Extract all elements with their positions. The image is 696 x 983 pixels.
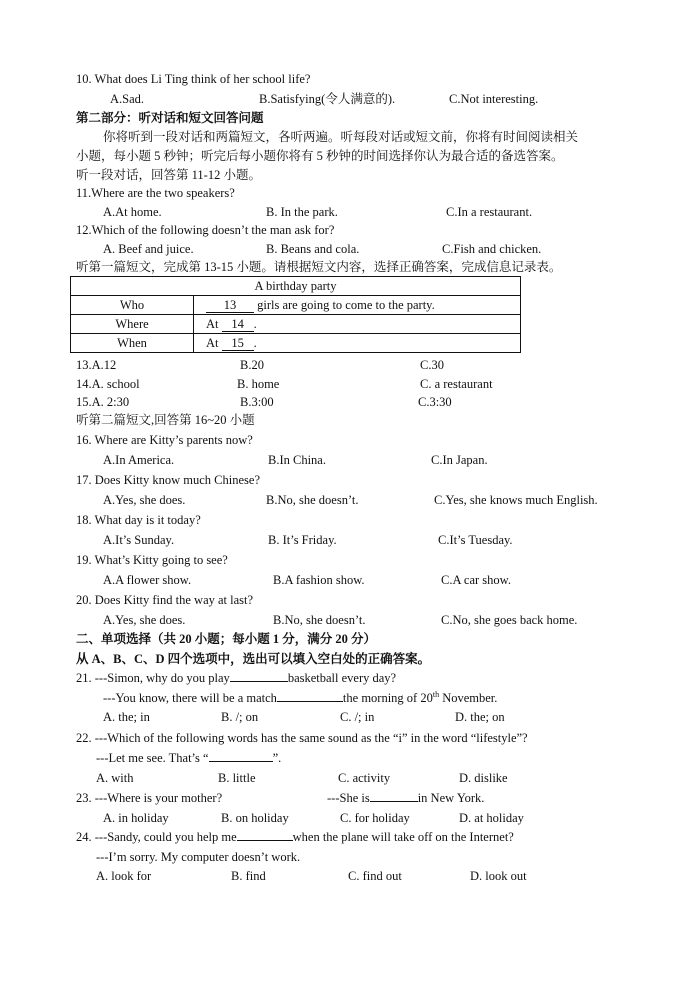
q23-l1b-post: in New York. bbox=[417, 791, 485, 805]
blank-15[interactable]: 15 bbox=[222, 336, 254, 351]
table-value-when bbox=[194, 334, 521, 353]
part2-instruction-2: 小题，每小题 5 秒钟；听完后每小题你将有 5 秒钟的时间选择你认为最合适的备选答案。 bbox=[76, 149, 564, 163]
q12-option-c: C.Fish and chicken. bbox=[442, 242, 542, 256]
q16-option-c: C.In Japan. bbox=[431, 453, 488, 467]
q21-text bbox=[76, 668, 396, 688]
birthday-party-table bbox=[70, 276, 521, 353]
q14-option-a: 14.A. school bbox=[76, 377, 140, 391]
q12-option-a: A. Beef and juice. bbox=[103, 242, 194, 256]
q19-option-b: B.A fashion show. bbox=[273, 573, 365, 587]
q18-option-a: A.It’s Sunday. bbox=[103, 533, 175, 547]
passage2-instruction: 听第二篇短文,回答第 16~20 小题 bbox=[76, 413, 255, 427]
q16-stem: 16. Where are Kitty’s parents now? bbox=[76, 433, 253, 447]
table-when-prefix: At bbox=[206, 336, 219, 350]
q19-option-a: A.A flower show. bbox=[103, 573, 192, 587]
q23-option-d: D. at holiday bbox=[459, 811, 524, 825]
section2-title: 二、单项选择（共 20 小题；每小题 1 分，满分 20 分） bbox=[76, 632, 377, 646]
table-title-row bbox=[71, 277, 521, 296]
q24-option-c: C. find out bbox=[348, 869, 402, 883]
q21-l1-pre: 21. ---Simon, why do you play bbox=[76, 671, 230, 685]
table-row bbox=[71, 334, 521, 353]
table-title: A birthday party bbox=[71, 277, 521, 296]
q19-stem: 19. What’s Kitty going to see? bbox=[76, 553, 228, 567]
q20-stem: 20. Does Kitty find the way at last? bbox=[76, 593, 254, 607]
q18-stem: 18. What day is it today? bbox=[76, 513, 201, 527]
q21-l1-post: basketball every day? bbox=[287, 671, 397, 685]
table-who-text: girls are going to come to the party. bbox=[257, 298, 435, 312]
table-row bbox=[71, 315, 521, 334]
q20-option-b: B.No, she doesn’t. bbox=[273, 613, 366, 627]
q24-text bbox=[76, 827, 514, 847]
q11-option-a: A.At home. bbox=[103, 205, 162, 219]
q20-option-a: A.Yes, she does. bbox=[103, 613, 186, 627]
q10-option-c: C.Not interesting. bbox=[449, 92, 539, 106]
q22-option-b: B. little bbox=[218, 771, 256, 785]
table-where-suffix: . bbox=[253, 317, 257, 331]
q16-option-b: B.In China. bbox=[268, 453, 326, 467]
q21-blank-1[interactable] bbox=[230, 681, 288, 682]
q21-dialog-2 bbox=[103, 688, 497, 708]
blank-13[interactable]: 13 bbox=[206, 298, 254, 313]
q11-option-c: C.In a restaurant. bbox=[446, 205, 533, 219]
q21-l2-mid: the morning of 20 bbox=[342, 691, 433, 705]
q22-stem: 22. ---Which of the following words has the same sound as the “i” in the word “lifestyle”? bbox=[76, 731, 528, 745]
q22-option-a: A. with bbox=[96, 771, 134, 785]
part2-instruction-1: 你将听到一段对话和两篇短文，各听两遍。听每段对话或短文前，你将有时间阅读相关 bbox=[103, 130, 579, 144]
q15-option-c: C.3:30 bbox=[418, 395, 452, 409]
q13-option-c: C.30 bbox=[420, 358, 444, 372]
passage1-instruction: 听第一篇短文，完成第 13-15 小题。请根据短文内容，选择正确答案，完成信息记录表。 bbox=[76, 260, 562, 274]
q11-option-b: B. In the park. bbox=[266, 205, 338, 219]
q10-option-a: A.Sad. bbox=[110, 92, 145, 106]
q24-option-a: A. look for bbox=[96, 869, 152, 883]
q14-option-c: C. a restaurant bbox=[420, 377, 493, 391]
q24-l1-pre: 24. ---Sandy, could you help me bbox=[76, 830, 237, 844]
q22-dialog-2 bbox=[96, 748, 281, 768]
q18-option-c: C.It’s Tuesday. bbox=[438, 533, 513, 547]
q22-blank[interactable] bbox=[209, 761, 273, 762]
table-row bbox=[71, 296, 521, 315]
q21-option-c: C. /; in bbox=[340, 710, 375, 724]
q24-option-b: B. find bbox=[231, 869, 266, 883]
q17-stem: 17. Does Kitty know much Chinese? bbox=[76, 473, 261, 487]
q12-option-b: B. Beans and cola. bbox=[266, 242, 360, 256]
q15-option-a: 15.A. 2:30 bbox=[76, 395, 130, 409]
q21-l2-pre: ---You know, there will be a match bbox=[103, 691, 277, 705]
section2-instruction: 从 A、B、C、D 四个选项中，选出可以填入空白处的正确答案。 bbox=[76, 652, 431, 666]
q23-stem: 23. ---Where is your mother? bbox=[76, 791, 223, 805]
q24-option-d: D. look out bbox=[470, 869, 527, 883]
q10-stem: 10. What does Li Ting think of her school life? bbox=[76, 72, 311, 86]
q21-l2-post: November. bbox=[442, 691, 498, 705]
q17-option-b: B.No, she doesn’t. bbox=[266, 493, 359, 507]
q23-option-c: C. for holiday bbox=[340, 811, 410, 825]
q10-option-b: B.Satisfying(令人满意的). bbox=[259, 92, 396, 106]
q14-option-b: B. home bbox=[237, 377, 280, 391]
q23-answer-line bbox=[327, 788, 484, 808]
q21-l2-sup: th bbox=[432, 689, 440, 699]
q11-stem: 11.Where are the two speakers? bbox=[76, 186, 235, 200]
q15-option-b: B.3:00 bbox=[240, 395, 274, 409]
q17-option-c: C.Yes, she knows much English. bbox=[434, 493, 598, 507]
q13-option-b: B.20 bbox=[240, 358, 264, 372]
table-label-where: Where bbox=[71, 315, 194, 334]
q17-option-a: A.Yes, she does. bbox=[103, 493, 186, 507]
q18-option-b: B. It’s Friday. bbox=[268, 533, 337, 547]
q21-option-a: A. the; in bbox=[103, 710, 150, 724]
table-label-who: Who bbox=[71, 296, 194, 315]
q22-l2-post: ”. bbox=[272, 751, 282, 765]
q16-option-a: A.In America. bbox=[103, 453, 175, 467]
q13-option-a: 13.A.12 bbox=[76, 358, 117, 372]
q22-l2-pre: ---Let me see. That’s “ bbox=[96, 751, 209, 765]
q22-option-d: D. dislike bbox=[459, 771, 508, 785]
table-label-when: When bbox=[71, 334, 194, 353]
table-when-suffix: . bbox=[253, 336, 257, 350]
table-value-where bbox=[194, 315, 521, 334]
q21-option-d: D. the; on bbox=[455, 710, 505, 724]
q22-option-c: C. activity bbox=[338, 771, 391, 785]
q23-option-a: A. in holiday bbox=[103, 811, 169, 825]
q24-l1-post: when the plane will take off on the Internet? bbox=[292, 830, 514, 844]
blank-14[interactable]: 14 bbox=[222, 317, 254, 332]
q21-blank-2[interactable] bbox=[277, 701, 343, 702]
part2-title: 第二部分：听对话和短文回答问题 bbox=[76, 110, 264, 125]
q21-option-b: B. /; on bbox=[221, 710, 259, 724]
q23-blank[interactable] bbox=[370, 801, 418, 802]
table-where-prefix: At bbox=[206, 317, 219, 331]
q24-dialog-2: ---I’m sorry. My computer doesn’t work. bbox=[96, 850, 301, 864]
q24-blank[interactable] bbox=[237, 840, 293, 841]
q20-option-c: C.No, she goes back home. bbox=[441, 613, 578, 627]
q12-stem: 12.Which of the following doesn’t the man ask for? bbox=[76, 223, 335, 237]
q23-l1b-pre: ---She is bbox=[327, 791, 370, 805]
q23-option-b: B. on holiday bbox=[221, 811, 289, 825]
q19-option-c: C.A car show. bbox=[441, 573, 512, 587]
table-value-who bbox=[194, 296, 521, 315]
dialog-instruction: 听一段对话，回答第 11-12 小题。 bbox=[76, 168, 261, 182]
